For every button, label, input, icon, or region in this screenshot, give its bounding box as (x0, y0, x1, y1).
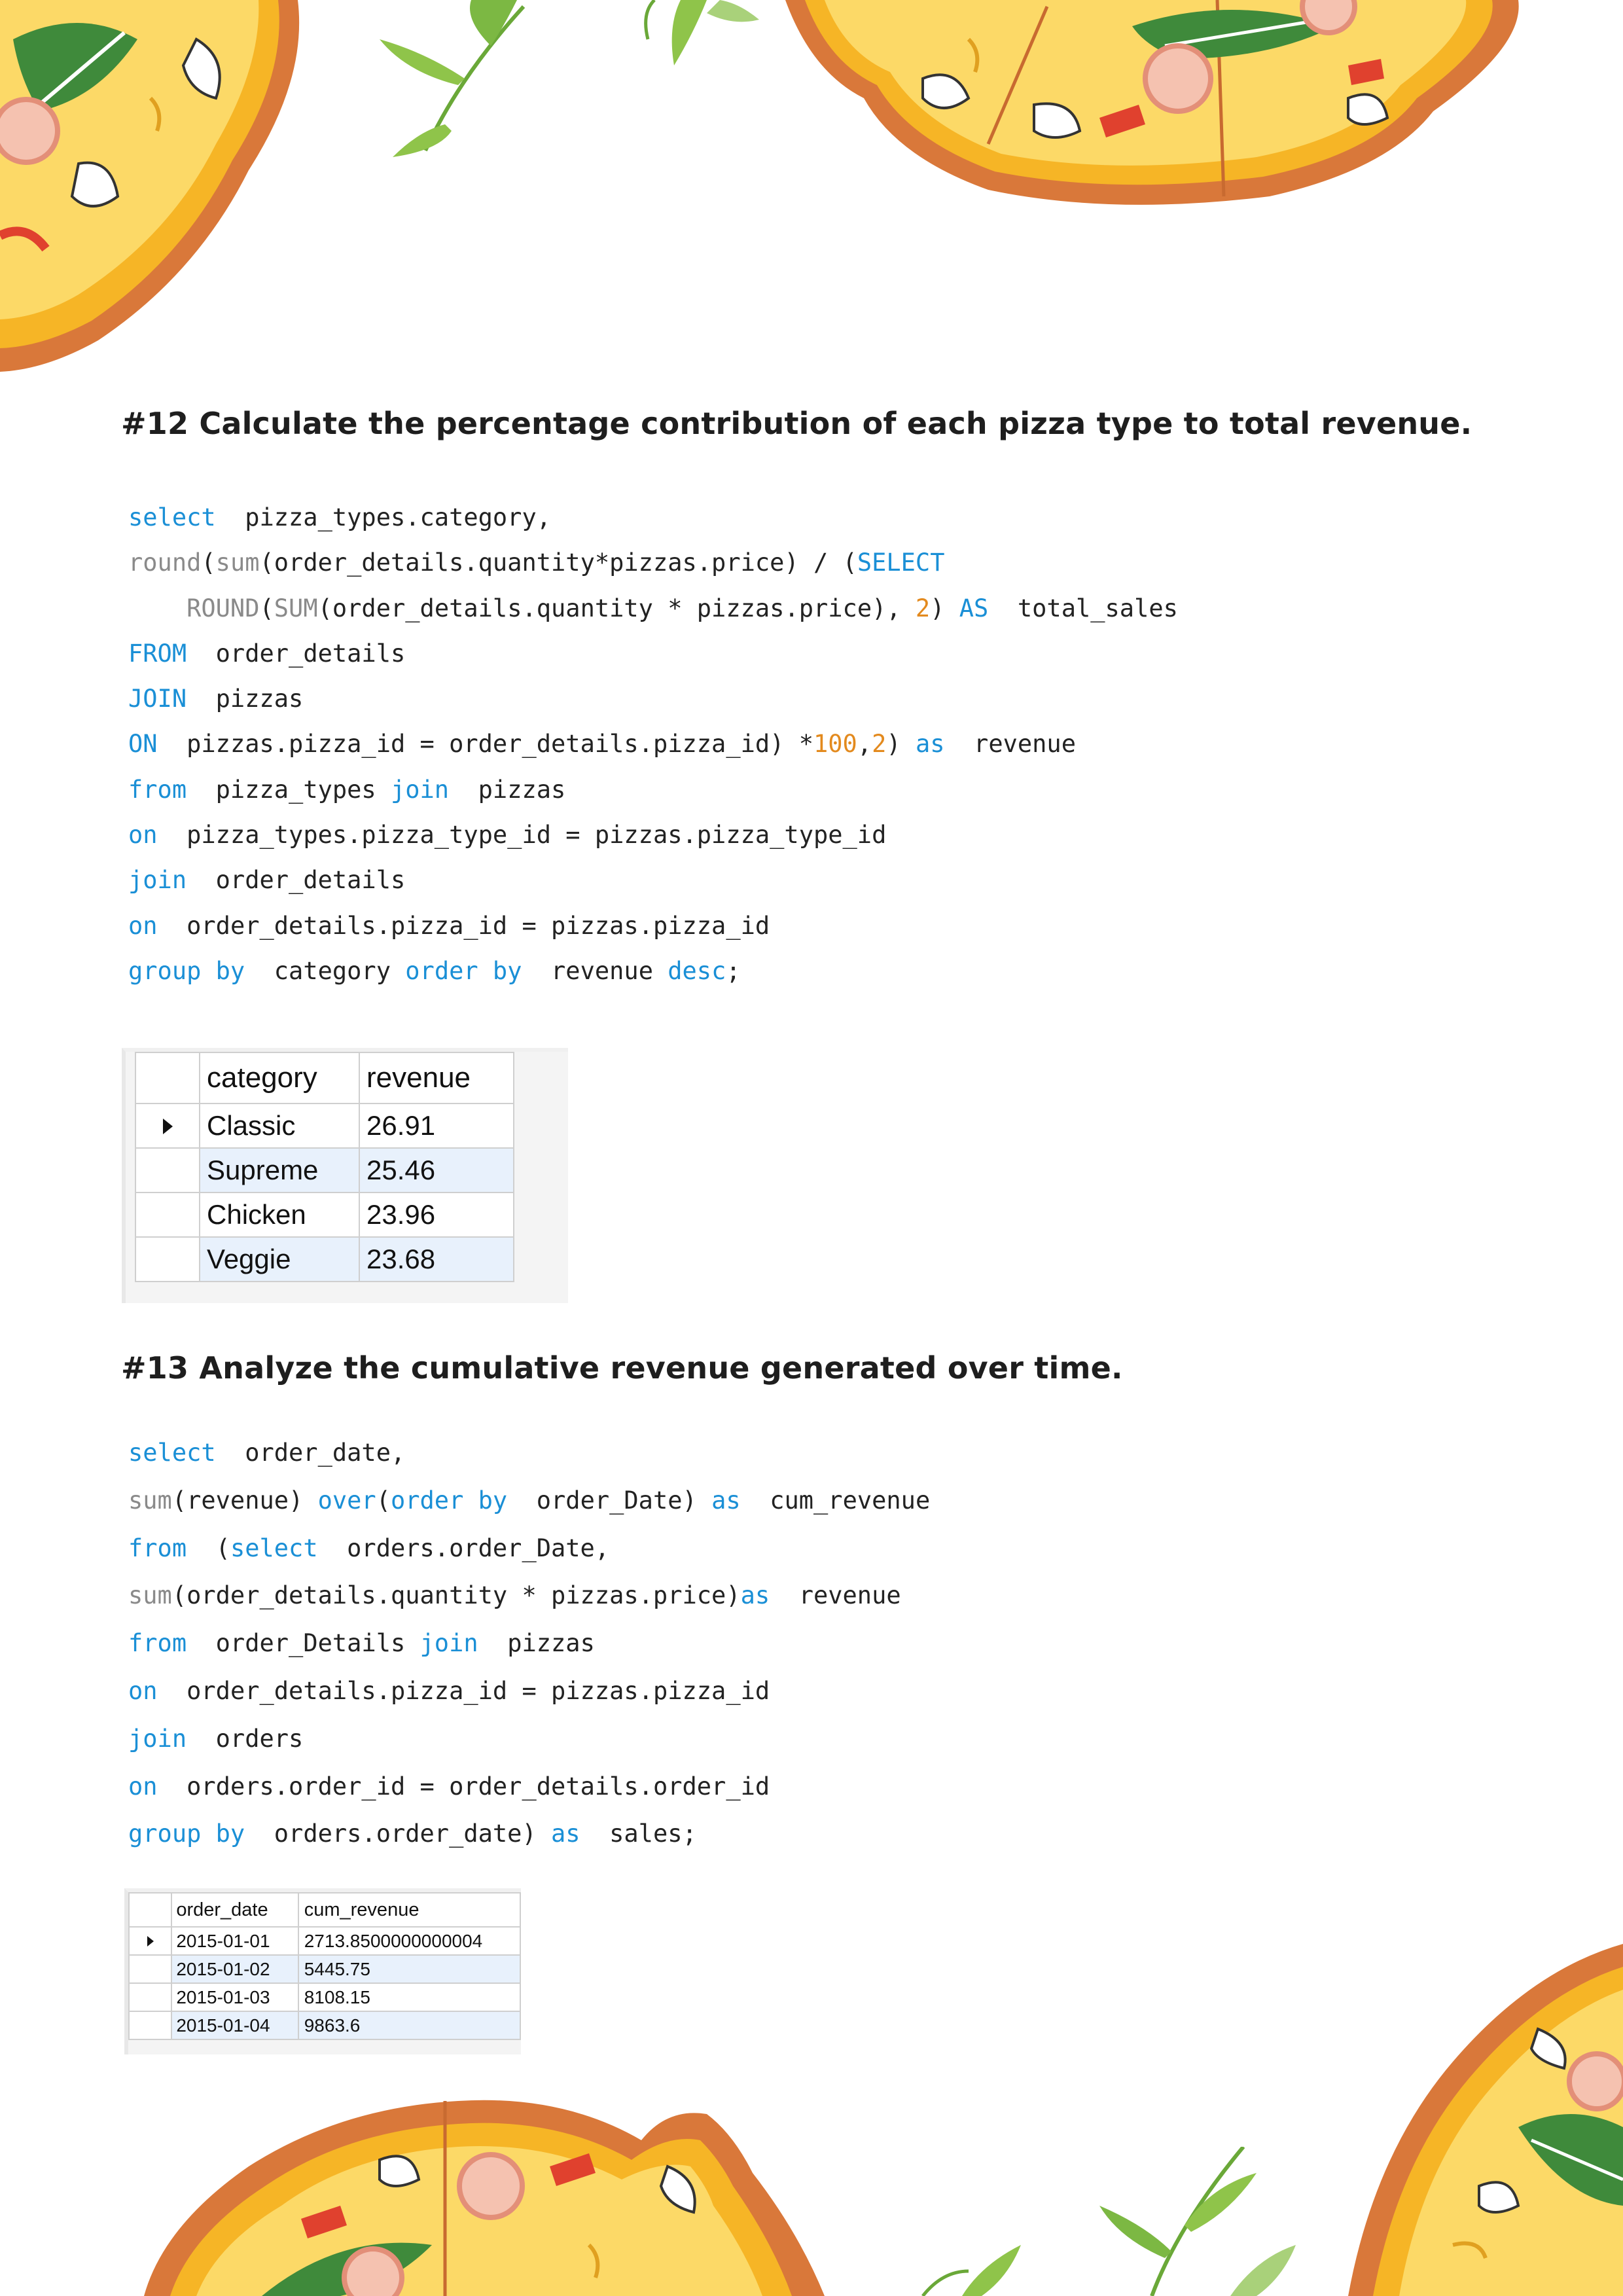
question-12-heading: #12 Calculate the percentage contribution of each pizza type to total revenue. (121, 406, 1472, 441)
row-selector[interactable] (135, 1193, 200, 1237)
code-line (128, 1668, 930, 1715)
code-text: (order_details.quantity * pizzas.price) (171, 1581, 741, 1610)
code-line (128, 1525, 930, 1573)
code-text: sales; (580, 1820, 697, 1848)
code-text: order_Date) (507, 1486, 712, 1515)
code-text: order_details.pizza_id = pizzas.pizza_id (157, 1676, 770, 1705)
code-keyword: over (317, 1486, 376, 1515)
code-number: 2 (915, 594, 931, 622)
code-line (128, 676, 1178, 721)
code-text: order_details (187, 639, 406, 668)
code-text: order_date, (215, 1439, 406, 1467)
code-text: ( (376, 1486, 391, 1515)
code-text: ; (726, 956, 741, 985)
sql-code-block-13 (128, 1429, 930, 1858)
code-text: total_sales (988, 594, 1178, 622)
code-keyword: join (390, 775, 450, 804)
leaf-illustration-bottom (903, 2147, 1322, 2296)
pizza-illustration-top-right (772, 0, 1525, 216)
code-keyword: SELECT (857, 548, 945, 577)
code-keyword: from (128, 1629, 187, 1658)
code-line (128, 586, 1178, 631)
column-header-order-date[interactable]: order_date (171, 1893, 298, 1927)
code-keyword: group by (128, 1820, 245, 1848)
table-row[interactable] (129, 1955, 520, 1983)
code-line (128, 1620, 930, 1668)
cell-cum-revenue[interactable]: 2713.8500000000004 (298, 1927, 520, 1955)
code-line (128, 903, 1178, 948)
code-line (128, 1810, 930, 1858)
table-row[interactable] (135, 1103, 514, 1148)
code-line (128, 1477, 930, 1525)
cell-category[interactable]: Supreme (200, 1148, 359, 1193)
table-row[interactable] (129, 1927, 520, 1955)
cell-order-date[interactable]: 2015-01-03 (171, 1983, 298, 2011)
code-function: SUM (274, 594, 318, 622)
code-function: ROUND (187, 594, 260, 622)
row-selector-header (129, 1893, 171, 1927)
code-text: category (245, 956, 406, 985)
code-text: (order_details.quantity * pizzas.price), (317, 594, 916, 622)
leaf-illustration-top (366, 0, 812, 157)
cell-category[interactable]: Classic (200, 1103, 359, 1148)
code-text: cum_revenue (740, 1486, 931, 1515)
code-text: orders.order_Date, (317, 1534, 610, 1562)
row-selector[interactable] (129, 1955, 171, 1983)
code-line (128, 1429, 930, 1477)
row-selector[interactable] (135, 1148, 200, 1193)
column-header-category[interactable]: category (200, 1052, 359, 1103)
code-line (128, 857, 1178, 903)
code-keyword: join (128, 1724, 187, 1753)
row-selector[interactable] (129, 1927, 171, 1955)
code-keyword: order by (405, 956, 522, 985)
code-function: sum (128, 1486, 172, 1515)
code-function: round (128, 548, 202, 577)
table-row[interactable] (135, 1148, 514, 1193)
code-line (128, 495, 1178, 540)
cell-order-date[interactable]: 2015-01-01 (171, 1927, 298, 1955)
code-text: ( (187, 1534, 230, 1562)
code-text: orders (187, 1724, 304, 1753)
table-row[interactable] (135, 1237, 514, 1282)
cell-cum-revenue[interactable]: 9863.6 (298, 2011, 520, 2039)
row-selector[interactable] (129, 2011, 171, 2039)
code-keyword: from (128, 775, 187, 804)
code-keyword: as (551, 1820, 580, 1848)
code-keyword: select (128, 1439, 216, 1467)
code-text: revenue (770, 1581, 901, 1610)
sql-code-block-12 (128, 495, 1178, 994)
code-keyword: group by (128, 956, 245, 985)
code-text: (revenue) (171, 1486, 318, 1515)
row-selector[interactable] (129, 1983, 171, 2011)
code-number: 100 (813, 730, 857, 759)
code-keyword: ON (128, 730, 158, 759)
code-number: 2 (872, 730, 887, 759)
code-keyword: on (128, 911, 158, 940)
cell-order-date[interactable]: 2015-01-02 (171, 1955, 298, 1983)
code-line (128, 948, 1178, 994)
column-header-revenue[interactable]: revenue (359, 1052, 514, 1103)
code-function: sum (128, 1581, 172, 1610)
column-header-cum-revenue[interactable]: cum_revenue (298, 1893, 520, 1927)
code-keyword: join (419, 1629, 478, 1658)
cell-order-date[interactable]: 2015-01-04 (171, 2011, 298, 2039)
cell-revenue[interactable]: 25.46 (359, 1148, 514, 1193)
code-keyword: JOIN (128, 685, 187, 713)
code-keyword: on (128, 1772, 158, 1801)
code-keyword: FROM (128, 639, 187, 668)
code-text: pizza_types.category, (215, 503, 552, 531)
code-text: pizza_types.pizza_type_id = pizzas.pizza_type_id (157, 821, 887, 850)
cell-category[interactable]: Chicken (200, 1193, 359, 1237)
code-text: ) (886, 730, 916, 759)
code-line (128, 631, 1178, 676)
code-text: order_details (187, 866, 406, 895)
code-text: orders.order_date) (245, 1820, 552, 1848)
row-selector-header (135, 1052, 200, 1103)
code-text: , (857, 730, 872, 759)
cell-cum-revenue[interactable]: 8108.15 (298, 1983, 520, 2011)
code-keyword: order by (390, 1486, 508, 1515)
cell-revenue[interactable]: 23.96 (359, 1193, 514, 1237)
row-selector[interactable] (135, 1237, 200, 1282)
question-13-heading: #13 Analyze the cumulative revenue generated over time. (121, 1350, 1123, 1386)
cell-revenue[interactable]: 26.91 (359, 1103, 514, 1148)
code-line (128, 1715, 930, 1763)
cell-revenue[interactable]: 23.68 (359, 1237, 514, 1282)
code-text: pizzas.pizza_id = order_details.pizza_id) * (157, 730, 813, 759)
code-line (128, 767, 1178, 812)
code-text: pizzas (449, 775, 566, 804)
code-line (128, 812, 1178, 857)
code-keyword: on (128, 821, 158, 850)
code-keyword: select (230, 1534, 318, 1562)
code-text: order_details.pizza_id = pizzas.pizza_id (157, 911, 770, 940)
code-keyword: as (740, 1581, 770, 1610)
code-text: revenue (522, 956, 668, 985)
code-line (128, 540, 1178, 585)
pizza-illustration-bottom-left (144, 2081, 929, 2296)
code-function: sum (215, 548, 260, 577)
code-keyword: as (915, 730, 945, 759)
code-text: ) (930, 594, 959, 622)
table-row[interactable] (135, 1193, 514, 1237)
code-keyword: select (128, 503, 216, 531)
row-selector[interactable] (135, 1103, 200, 1148)
result-grid-12 (122, 1048, 568, 1303)
code-text: ( (201, 548, 216, 577)
code-text: order_Details (187, 1629, 420, 1658)
code-text: (order_details.quantity*pizzas.price) / ( (259, 548, 857, 577)
code-keyword: join (128, 866, 187, 895)
code-line (128, 721, 1178, 766)
table-row[interactable] (129, 2011, 520, 2039)
result-grid-13 (124, 1888, 521, 2054)
code-line (128, 1572, 930, 1620)
code-text (128, 594, 187, 622)
code-text: ( (259, 594, 274, 622)
cell-category[interactable]: Veggie (200, 1237, 359, 1282)
code-keyword: desc (668, 956, 726, 985)
current-row-arrow-icon (162, 1118, 173, 1135)
code-text: pizzas (478, 1629, 595, 1658)
code-line (128, 1763, 930, 1811)
pizza-illustration-bottom-right (1322, 1931, 1623, 2296)
pizza-illustration-top-left (0, 0, 340, 393)
table-row[interactable] (129, 1983, 520, 2011)
cell-cum-revenue[interactable]: 5445.75 (298, 1955, 520, 1983)
code-text: revenue (944, 730, 1076, 759)
code-text: pizzas (187, 685, 304, 713)
current-row-arrow-icon (147, 1935, 154, 1947)
code-text: pizza_types (187, 775, 391, 804)
code-keyword: AS (959, 594, 989, 622)
code-keyword: on (128, 1676, 158, 1705)
code-keyword: from (128, 1534, 187, 1562)
code-text: orders.order_id = order_details.order_id (157, 1772, 770, 1801)
code-keyword: as (711, 1486, 741, 1515)
